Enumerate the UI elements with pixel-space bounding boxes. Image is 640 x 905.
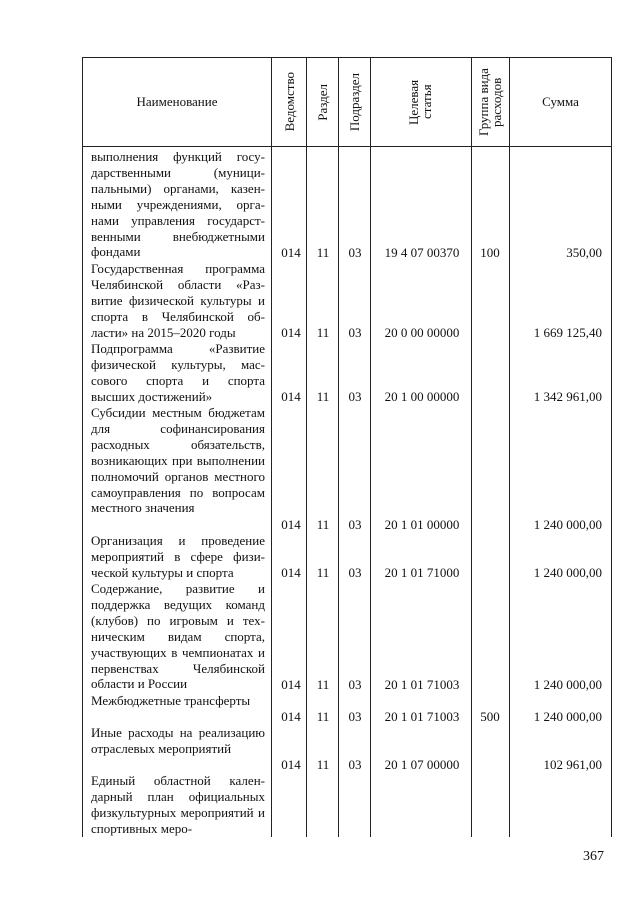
row-celevaya: 20 1 01 71003 [384, 709, 460, 724]
row-vedomstvo: 014 [281, 517, 301, 532]
col-border-raz [338, 57, 339, 837]
col-border-left [82, 57, 83, 837]
row-podrazdel: 03 [348, 757, 362, 772]
row-vedomstvo: 014 [281, 325, 301, 340]
row-name: Иные расходы на реализацию отраслевых мероприятий [91, 725, 265, 756]
row-vedomstvo: 014 [281, 677, 301, 692]
row-razdel: 11 [316, 389, 330, 404]
col-border-ved [306, 57, 307, 837]
row-summa: 350,00 [566, 245, 602, 260]
col-border-name [271, 57, 272, 837]
header-name [83, 58, 271, 146]
row-summa: 1 240 000,00 [533, 709, 602, 724]
header-bottom-border [82, 146, 611, 147]
row-summa: 1 669 125,40 [533, 325, 602, 340]
row-name: выполнения функций государственными (муниципальными) органами, казенными учреждениями, органами управления государственными внебюджетными фондами [91, 149, 265, 260]
row-name: Подпрограмма «Развитие физической культуры, массового спорта и спорта высших достижений» [91, 341, 265, 404]
row-razdel: 11 [316, 565, 330, 580]
row-name: Субсидии местным бюджетам для софинансирования расходных обязательств, возникающих при выполнении полномочий органов местного самоуправления по вопросам местного значения [91, 405, 265, 516]
row-vedomstvo: 014 [281, 565, 301, 580]
row-razdel: 11 [316, 325, 330, 340]
row-celevaya: 20 1 01 00000 [384, 517, 460, 532]
row-vedomstvo: 014 [281, 709, 301, 724]
header-summa: Сумма [542, 94, 579, 109]
row-name: Государственная программа Челябинской области «Развитие физической культуры и спорта в Челябинской области» на 2015–2020 годы [91, 261, 265, 340]
row-gruppa: 100 [480, 245, 500, 260]
row-celevaya: 20 1 00 00000 [384, 389, 460, 404]
row-name: Единый областной календарный план официальных физкультурных мероприятий и спортивных меро- [91, 773, 265, 836]
row-podrazdel: 03 [348, 565, 362, 580]
row-summa: 1 240 000,00 [533, 565, 602, 580]
row-name: Межбюджетные трансферты [91, 693, 251, 708]
header-vedomstvo: Ведомство [281, 72, 297, 132]
row-gruppa: 500 [480, 709, 500, 724]
row-razdel: 11 [316, 677, 330, 692]
row-summa: 1 240 000,00 [533, 677, 602, 692]
col-border-right [611, 57, 612, 837]
header-gruppa: Группа вида расходов [475, 68, 504, 136]
row-vedomstvo: 014 [281, 389, 301, 404]
row-summa: 1 240 000,00 [533, 517, 602, 532]
row-name: Содержание, развитие и поддержка ведущих команд (клубов) по игровым и техническим видам спорта, участвующих в чемпионатах и первенствах Челябинской области и России [91, 581, 265, 692]
row-podrazdel: 03 [348, 517, 362, 532]
row-podrazdel: 03 [348, 325, 362, 340]
col-border-pod [370, 57, 371, 837]
row-summa: 1 342 961,00 [533, 389, 602, 404]
page-number: 367 [583, 849, 604, 864]
row-razdel: 11 [316, 757, 330, 772]
row-podrazdel: 03 [348, 709, 362, 724]
row-celevaya: 19 4 07 00370 [384, 245, 460, 260]
row-summa: 102 961,00 [543, 757, 602, 772]
row-celevaya: 20 1 01 71000 [384, 565, 460, 580]
row-vedomstvo: 014 [281, 757, 301, 772]
row-celevaya: 20 0 00 00000 [384, 325, 460, 340]
row-podrazdel: 03 [348, 677, 362, 692]
row-name: Организация и проведение мероприятий в сфере физической культуры и спорта [91, 533, 265, 580]
row-razdel: 11 [316, 517, 330, 532]
header-razdel: Раздел [315, 83, 330, 121]
row-razdel: 11 [316, 245, 330, 260]
row-podrazdel: 03 [348, 245, 362, 260]
row-podrazdel: 03 [348, 389, 362, 404]
row-celevaya: 20 1 01 71003 [384, 677, 460, 692]
row-celevaya: 20 1 07 00000 [384, 757, 460, 772]
row-vedomstvo: 014 [281, 245, 301, 260]
row-razdel: 11 [316, 709, 330, 724]
header-name-label: Наименование [136, 94, 218, 109]
header-podrazdel: Подраздел [347, 72, 362, 132]
header-celevaya: Целевая статья [406, 79, 434, 125]
